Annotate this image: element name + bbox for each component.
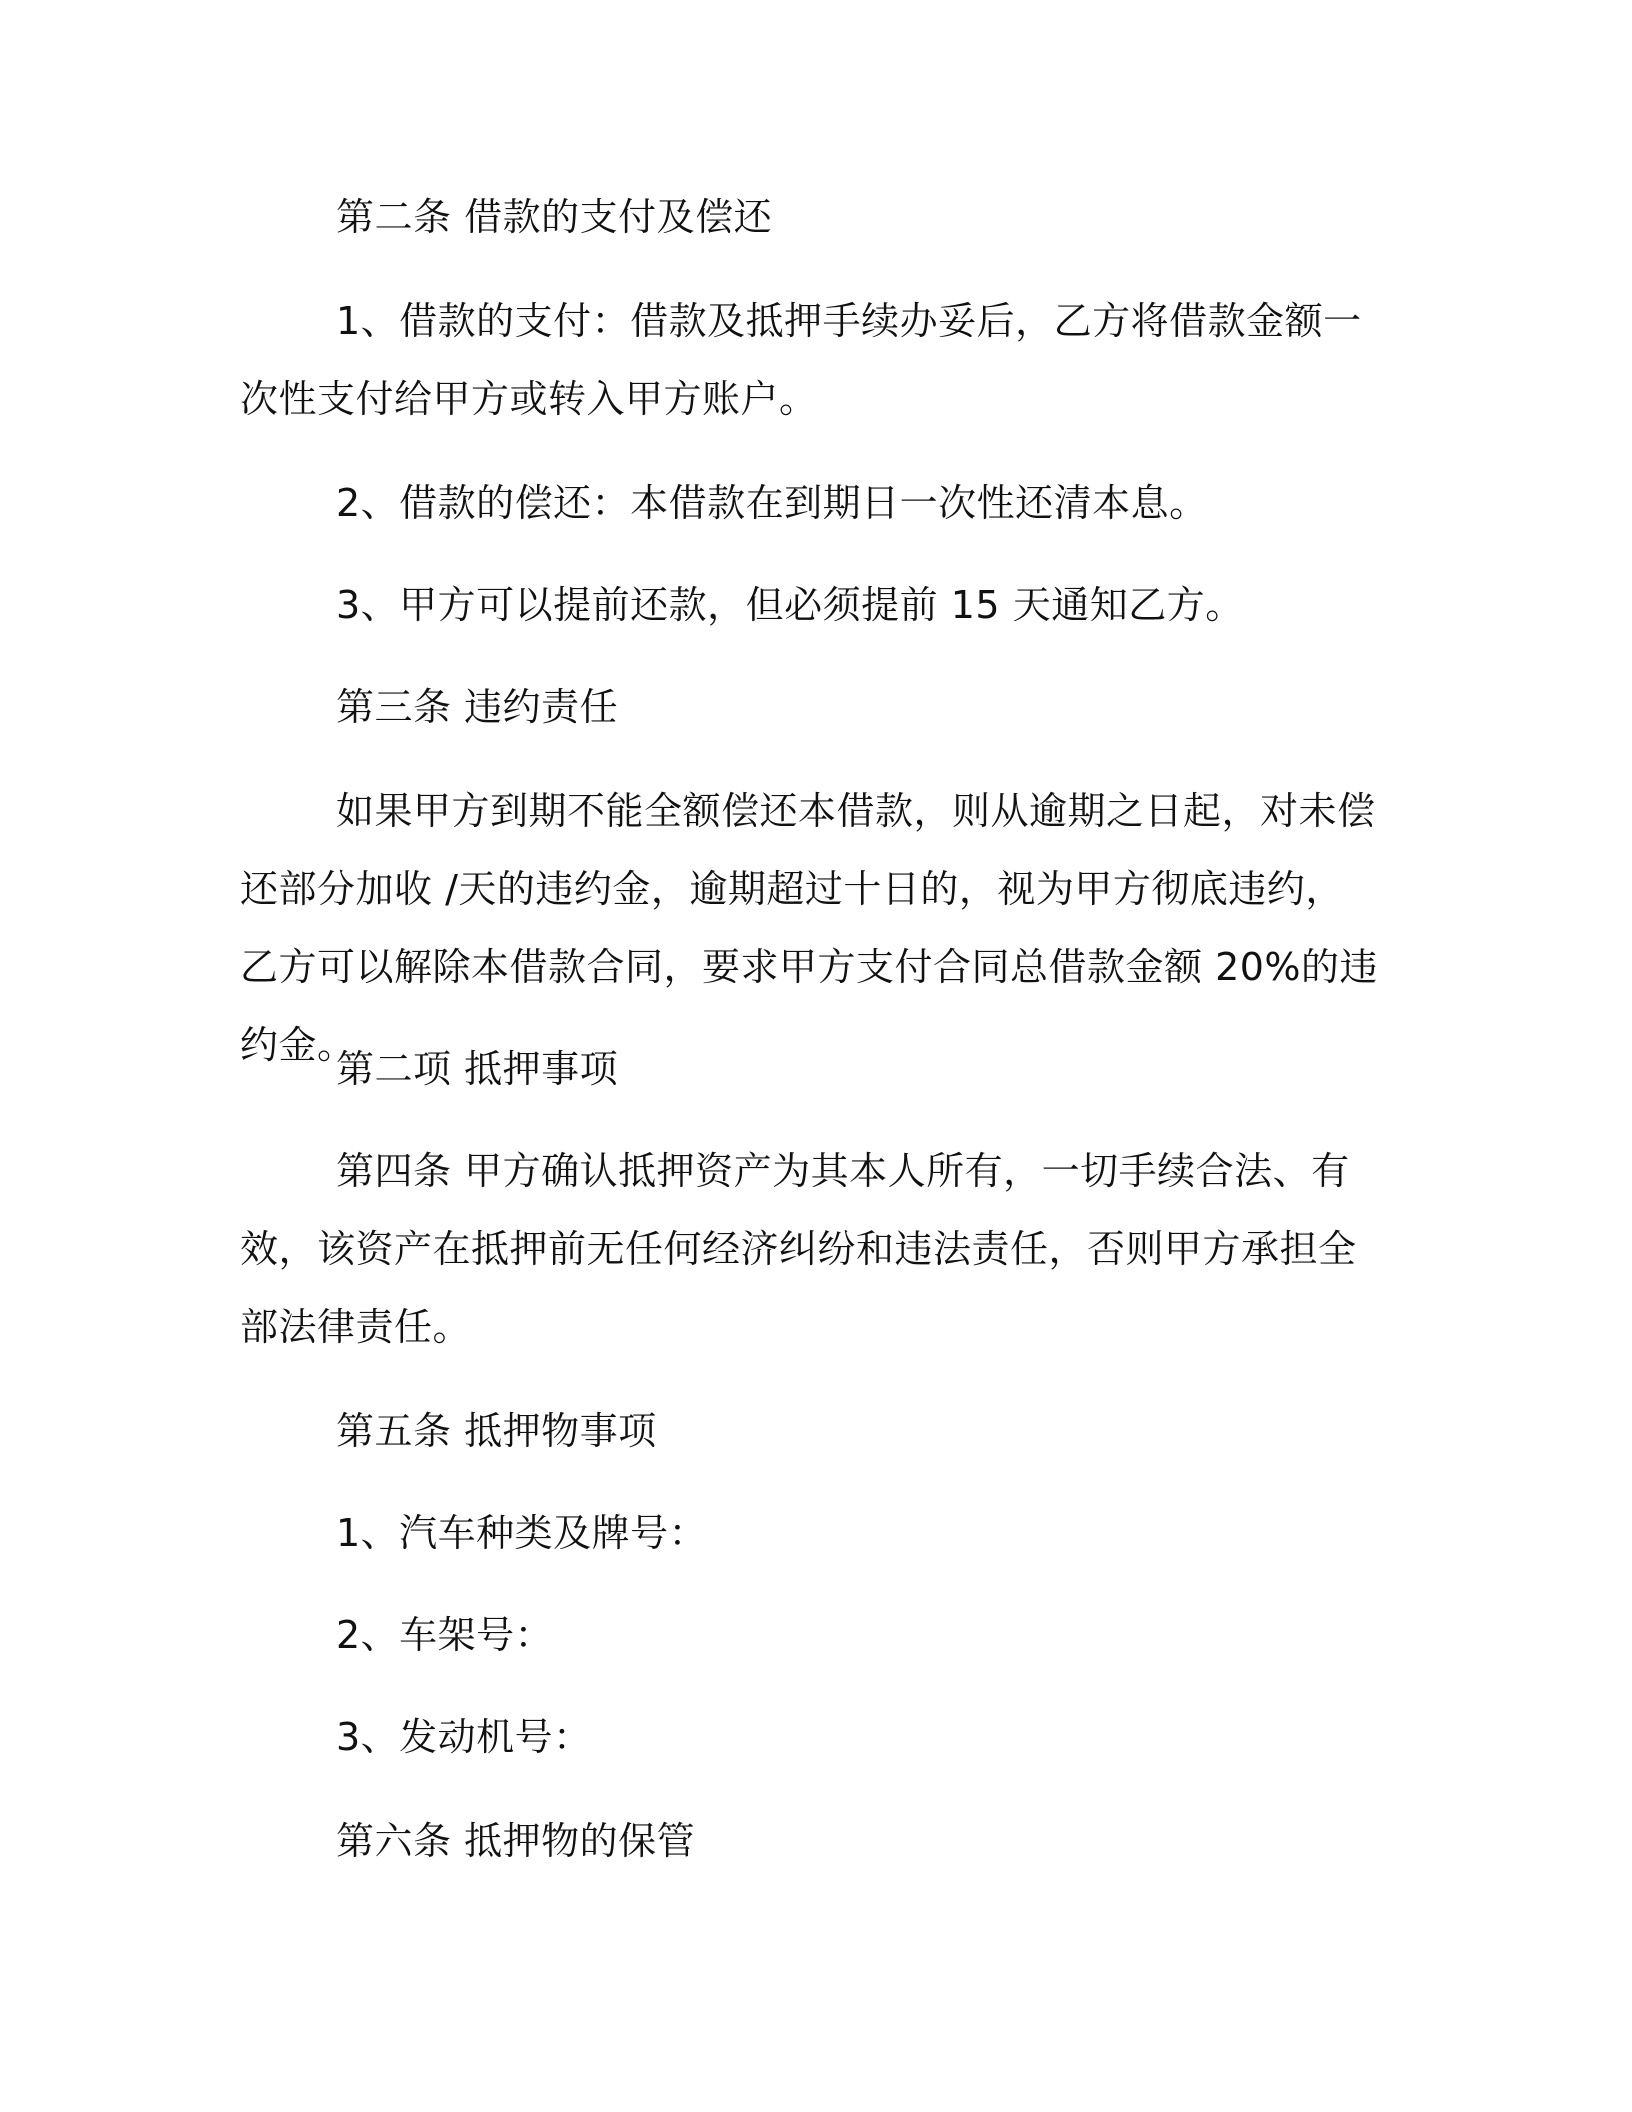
article-5-heading: 第五条 抵押物事项 xyxy=(336,1409,657,1453)
article-6-heading: 第六条 抵押物的保管 xyxy=(336,1819,696,1863)
article-4-body: 第四条 甲方确认抵押资产为其本人所有，一切手续合法、有效，该资产在抵押前无任何经济纠纷和违法责任，否则甲方承担全部法律责任。 xyxy=(240,1149,1357,1349)
article-2-heading: 第二条 借款的支付及偿还 xyxy=(336,195,773,239)
article-2-clause-3: 3、甲方可以提前还款，但必须提前 15 天通知乙方。 xyxy=(336,583,1244,627)
article-5-item-3: 3、发动机号： xyxy=(336,1715,592,1759)
article-2-clause-1: 1、借款的支付：借款及抵押手续办妥后，乙方将借款金额一次性支付给甲方或转入甲方账户。 xyxy=(240,299,1362,421)
article-2-clause-2: 2、借款的偿还：本借款在到期日一次性还清本息。 xyxy=(336,481,1208,525)
article-5-item-1: 1、汽车种类及牌号： xyxy=(336,1511,708,1555)
section-2-heading: 第二项 抵押事项 xyxy=(336,1047,619,1091)
article-3-body: 如果甲方到期不能全额偿还本借款，则从逾期之日起，对未偿还部分加收 /天的违约金，逾期超过十日的，视为甲方彻底违约，乙方可以解除本借款合同，要求甲方支付合同总借款金额 20%的违约金。 xyxy=(240,789,1379,1067)
article-3-heading: 第三条 违约责任 xyxy=(336,685,619,729)
article-5-item-2: 2、车架号： xyxy=(336,1613,554,1657)
